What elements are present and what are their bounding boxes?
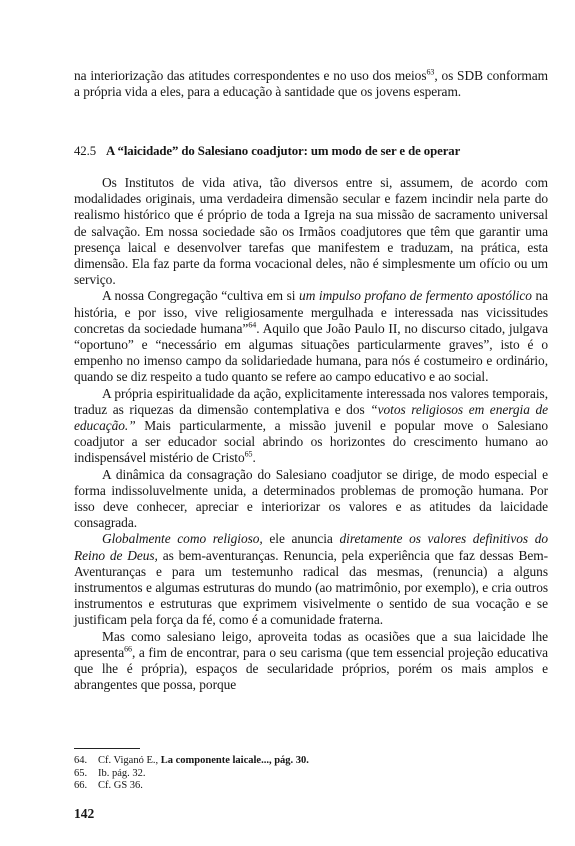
footnote-text xyxy=(98,755,309,768)
paragraph-5-text: as bem-aventuranças. Renuncia, pela experiência que faz dessas Bem-Aventuranças e para um testemunho radical das mesmas, (renuncia) a alguns instrumentos e algumas estruturas do mundo (ao matrimônio, por exemplo), e cria outros instrumentos e estruturas que exprimem visivelmente o sentido de sua vocação e se justificam pela força da fé, como é a comunidade fraterna. xyxy=(74,547,548,628)
footnote-text: Ib. pág. 32. xyxy=(98,767,146,779)
footnote-source: La componente laicale..., pág. 30. xyxy=(160,755,309,766)
footnote-text: Cf. GS 36. xyxy=(98,780,143,791)
paragraph-5 xyxy=(74,531,548,628)
footnote-ref-66: 66 xyxy=(124,644,133,654)
paragraph-6-text: , a fim de encontrar, para o seu carisma (que tem essencial projeção educativa que lhe é própria), espaços de secularidade próprios, porém os mais amplos e abrangentes que possa, porque xyxy=(74,644,548,693)
paragraph-2-text: na história, e por isso, vive religiosamente mergulhada e interessada nas vicissitudes concretas da sociedade humana” xyxy=(74,288,548,336)
footnote-divider xyxy=(74,748,140,749)
section-number: 42.5 xyxy=(74,144,96,158)
paragraph-6-text: Mas como salesiano leigo, aproveita todas as ocasiões que a sua laicidade lhe apresenta xyxy=(74,628,548,660)
paragraph-5-text: ele anuncia xyxy=(262,531,340,547)
footnote-65 xyxy=(74,768,534,781)
footnote-author: Cf. Viganó E., xyxy=(98,755,161,766)
footnote-ref-64: 64 xyxy=(248,320,257,330)
paragraph-6 xyxy=(74,629,548,694)
paragraph-2-text: . Aquilo que João Paulo II, no discurso citado, julgava “oportuno” e “necessário em algumas situações particularmente graves”, isto é o empenho no imenso campo da solidariedade humana, para nós é costumeiro e ordinário, quando se diz respeito a tudo quanto se refere ao campo educativo e ao social. xyxy=(74,320,548,385)
paragraph-3-emphasis: “votos religiosos em energia de educação.” xyxy=(74,401,549,434)
intro-paragraph xyxy=(74,68,548,100)
paragraph-2-emphasis: um impulso profano de fermento apostólico xyxy=(299,288,532,304)
footnote-66 xyxy=(74,780,534,793)
paragraph-4: A dinâmica da consagração do Salesiano coadjutor se dirige, de modo especial e forma indissoluvelmente unida, a determinados problemas de promoção humana. Por isso deve conhecer, apreciar e interiorizar os valores e as atitudes da laicidade consagrada. xyxy=(74,466,548,531)
footnote-number: 64. xyxy=(74,755,88,766)
footnote-number: 66. xyxy=(74,780,88,791)
section-body xyxy=(74,175,548,694)
paragraph-3 xyxy=(74,386,548,467)
paragraph-3-text: . xyxy=(252,450,256,466)
paragraph-3-text: Mais particularmente, a missão juvenil e popular move o Salesiano coadjutor a ser educador social abrindo os horizontes do crescimento humano ao indispensável mistério de Cristo xyxy=(74,418,548,466)
footnote-ref-63: 63 xyxy=(426,67,435,77)
paragraph-3-text: A própria espiritualidade da ação, explicitamente interessada nos valores temporais, traduz as riquezas da dimensão contemplativa e dos xyxy=(74,385,548,417)
paragraph-2 xyxy=(74,288,548,385)
footnote-number: 65. xyxy=(74,767,88,779)
intro-text-end: , os SDB conformam a própria vida a eles, para a educação à santidade que os jovens esperam. xyxy=(74,68,549,100)
footnote-64 xyxy=(74,755,534,768)
footnotes xyxy=(74,755,534,793)
section-title: A “laicidade” do Salesiano coadjutor: um modo de ser e de operar xyxy=(106,144,461,158)
section-heading xyxy=(74,144,554,159)
paragraph-5-emphasis: diretamente os valores definitivos do Reino de Deus, xyxy=(74,531,549,563)
paragraph-5-emphasis: Globalmente como religioso, xyxy=(102,531,263,547)
paragraph-1: Os Institutos de vida ativa, tão diversos entre si, assumem, de acordo com modalidades originais, uma verdadeira dimensão secular e fazem incindir nela parte do realismo histórico que é próprio de toda a Igreja na sua missão de sacramento universal de salvação. Em nossa sociedade são os Irmãos coadjutores que têm que garantir uma presença laical e desenvolver tarefas que manifestem e traduzam, na prática, esta dimensão. Ela faz parte da forma vocacional deles, não é simplesmente um ofício ou um serviço. xyxy=(74,175,548,288)
page-number: 142 xyxy=(74,806,95,821)
paragraph-2-text: A nossa Congregação “cultiva em si xyxy=(102,288,300,304)
intro-text: na interiorização das atitudes correspondentes e no uso dos meios xyxy=(74,68,427,83)
footnote-ref-65: 65 xyxy=(244,449,253,459)
